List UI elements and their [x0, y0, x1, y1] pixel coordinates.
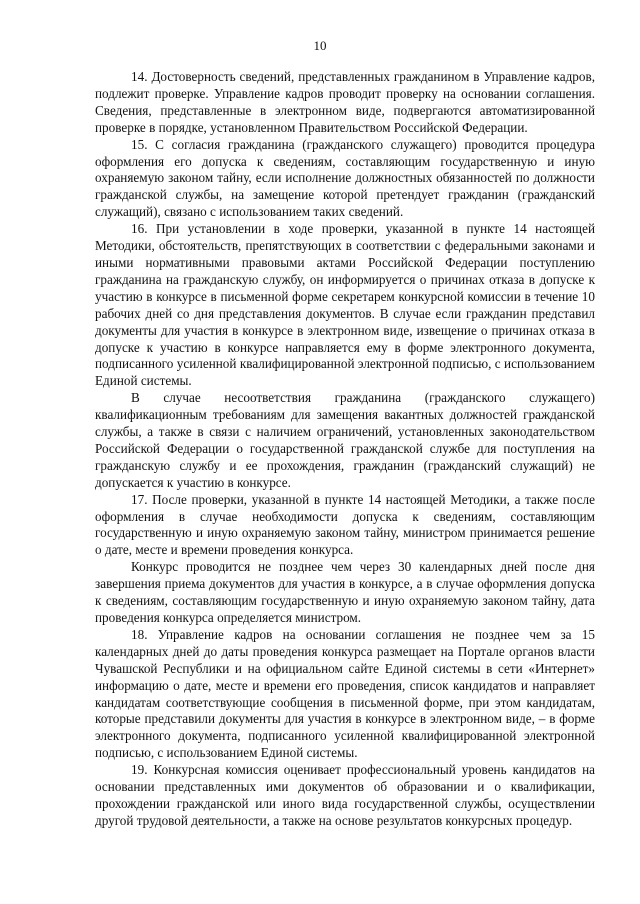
paragraph-16: 16. При установлении в ходе проверки, указанной в пункте 14 настоящей Методики, обстоятельств, препятствующих в соответствии с федеральными законами и иными нормативными правовыми актами Российской Федерации поступлению гражданина на гражданскую службу, он информируется о причинах отказа в допуске к участию в конкурсе в письменной форме секретарем конкурсной комиссии в течение 10 рабочих дней со дня представления документов. В случае если гражданин представил документы для участия в конкурсе в электронном виде, извещение о причинах отказа в допуске к участию в конкурсе направляется ему в форме электронного документа, подписанного усиленной квалифицированной электронной подписью, с использованием Единой системы. — [95, 221, 595, 389]
paragraph-18: 18. Управление кадров на основании соглашения не позднее чем за 15 календарных дней до даты проведения конкурса размещает на Портале органов власти Чувашской Республики и на официальном сайте Единой системы в сети «Интернет» информацию о дате, месте и времени его проведения, список кандидатов и направляет кандидатам соответствующие сообщения в письменной форме, при этом кандидатам, которые представили документы для участия в конкурсе в электронном виде, – в форме электронного документа, подписанного усиленной квалифицированной электронной подписью, с использованием Единой системы. — [95, 626, 595, 761]
document-body — [95, 69, 595, 830]
paragraph-15: 15. С согласия гражданина (гражданского служащего) проводится процедура оформления его допуска к сведениям, составляющим государственную и иную охраняемую законом тайну, если исполнение должностных обязанностей по должности гражданской службы, на замещение которой претендует гражданин (гражданский служащий), связано с использованием таких сведений. — [95, 136, 595, 220]
page-number: 10 — [313, 38, 327, 53]
paragraph-17: 17. После проверки, указанной в пункте 14 настоящей Методики, а также после оформления в случае необходимости допуска к сведениям, составляющим государственную и иную охраняемую законом тайну, министром принимается решение о дате, месте и времени проведения конкурса. — [95, 491, 595, 558]
paragraph-17-continued: Конкурс проводится не позднее чем через 30 календарных дней после дня завершения приема документов для участия в конкурсе, а в случае оформления допуска к сведениям, составляющим государственную и иную охраняемую законом тайну, дата проведения конкурса определяется министром. — [95, 559, 595, 625]
paragraph-16-continued: В случае несоответствия гражданина (гражданского служащего) квалификационным требованиям для замещения вакантных должностей гражданской службы, а также в связи с наличием ограничений, установленных законодательством Российской Федерации о государственной гражданской службе для поступления на гражданскую службу и ее прохождения, гражданин (гражданский служащий) не допускается к участию в конкурсе. — [95, 390, 595, 490]
paragraph-14: 14. Достоверность сведений, представленных гражданином в Управление кадров, подлежит проверке. Управление кадров проводит проверку на основании соглашения. Сведения, представленные в электронном виде, подвергаются автоматизированной проверке в порядке, установленном Правительством Российской Федерации. — [95, 69, 595, 135]
paragraph-19: 19. Конкурсная комиссия оценивает профессиональный уровень кандидатов на основании представленных ими документов об образовании и о квалификации, прохождении гражданской или иного вида государственной службы, осуществлении другой трудовой деятельности, а также на основе результатов конкурсных процедур. — [95, 762, 595, 828]
